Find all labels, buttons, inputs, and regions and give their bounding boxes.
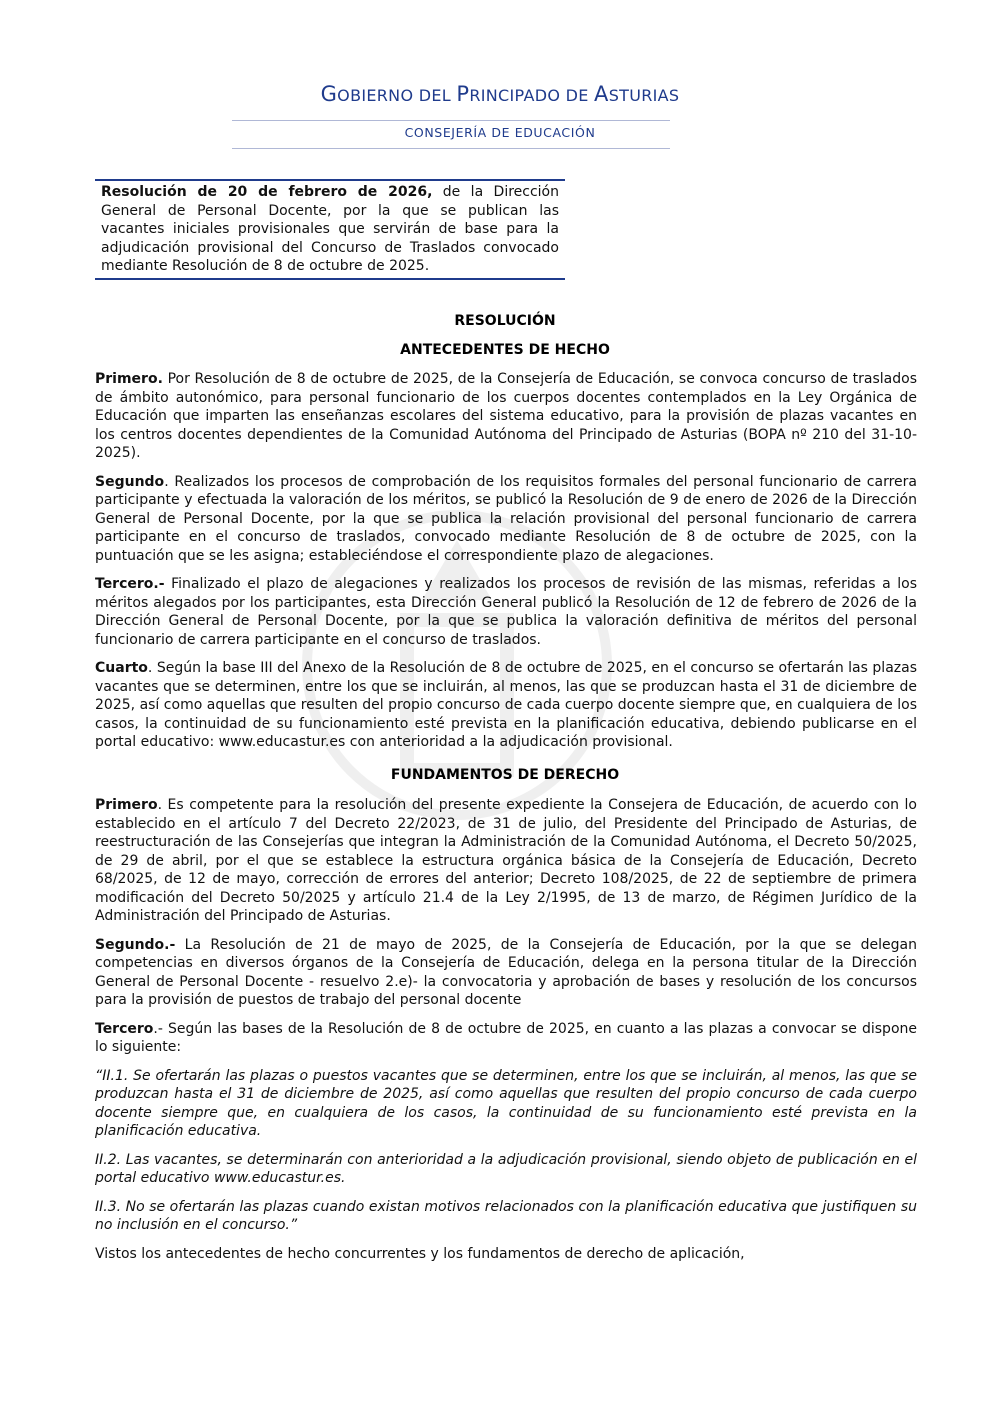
department-name: CONSEJERÍA DE EDUCACIÓN <box>404 125 596 140</box>
closing-paragraph: Vistos los antecedentes de hecho concurrentes y los fundamentos de derecho de aplicación, <box>95 1245 745 1262</box>
header-divider-bottom <box>232 148 670 149</box>
summary-title: Resolución de 20 de febrero de 2026, <box>101 184 433 200</box>
summary-text: de la Dirección General de Personal Docente, por la que se publican las vacantes iniciales provisionales que servirán de base para la adjudicación provisional del Concurso de Traslados convocado mediante Resolución de 8 de octubre de 2025. <box>101 184 559 274</box>
antecedentes-section <box>95 370 917 762</box>
fundamento-tercero: Tercero.- Según las bases de la Resolución de 8 de octubre de 2025, en cuanto a las plazas a convocar se dispone lo siguiente: <box>95 1020 917 1055</box>
quote-ii-2: II.2. Las vacantes, se determinarán con anterioridad a la adjudicación provisional, siendo objeto de publicación en el portal educativo www.educastur.es. <box>95 1151 917 1186</box>
fundamento-segundo: Segundo.- La Resolución de 21 de mayo de 2025, de la Consejería de Educación, por la que se delegan competencias en diversos órganos de la Consejería de Educación, delega en la persona titular de la Dirección General de Personal Docente - resuelvo 2.e)- la convocatoria y aprobación de bases y resolución de los concursos para la provisión de puestos de trabajo del personal docente <box>95 936 917 1008</box>
heading-antecedentes: ANTECEDENTES DE HECHO <box>400 342 610 358</box>
header-divider-top <box>232 120 670 121</box>
resolution-summary <box>95 179 565 280</box>
fundamento-primero: Primero. Es competente para la resolución del presente expediente la Consejera de Educación, de acuerdo con lo establecido en el artículo 7 del Decreto 22/2023, de 31 de julio, del Presidente del Principado de Asturias, de reestructuración de las Consejerías que integran la Administración de la Comunidad Autónoma, el Decreto 50/2025, de 29 de abril, por el que se establece la estructura orgánica básica de la Consejería de Educación, Decreto 68/2025, de 12 de mayo, corrección de errores del anterior; Decreto 108/2025, de 22 de septiembre de primera modificación del Decreto 50/2025 y artículo 21.4 de la Ley 2/1995, de 13 de marzo, de Régimen Jurídico de la Administración del Principado de Asturias. <box>95 797 917 924</box>
antecedente-primero: Primero. Por Resolución de 8 de octubre de 2025, de la Consejería de Educación, se convoca concurso de traslados de ámbito autonómico, para personal funcionario de los cuerpos docentes contemplados en la Ley Orgánica de Educación que imparten las enseñanzas escolares del sistema educativo, para la provisión de plazas vacantes en los centros docentes dependientes de la Comunidad Autónoma del Principado de Asturias (BOPA nº 210 del 31-10-2025). <box>95 371 917 461</box>
heading-resolucion: RESOLUCIÓN <box>454 313 556 329</box>
antecedente-cuarto: Cuarto. Según la base III del Anexo de la Resolución de 8 de octubre de 2025, en el concurso se ofertarán las plazas vacantes que se determinen, entre los que se incluirán, al menos, las que se produzcan hasta el 31 de diciembre de 2025, así como aquellas que resulten del propio concurso de cada cuerpo docente siempre que, en cualquiera de los casos, la continuidad de su funcionamiento esté prevista en la planificación educativa, debiendo publicarse en el portal educativo: www.educastur.es con anterioridad a la adjudicación provisional. <box>95 660 917 750</box>
antecedente-tercero: Tercero.- Finalizado el plazo de alegaciones y realizados los procesos de revisión de las mismas, referidas a los méritos alegados por los participantes, esta Dirección General publicó la Resolución de 12 de febrero de 2026 de la Dirección General de Personal Docente, por la que se publica la valoración definitiva de méritos del personal funcionario de carrera participante en el concurso de traslados. <box>95 576 917 648</box>
quote-ii-3: II.3. No se ofertarán las plazas cuando existan motivos relacionados con la planificación educativa que justifiquen su no inclusión en el concurso.” <box>95 1198 917 1233</box>
government-title: GOBIERNO DEL PRINCIPADO DE ASTURIAS <box>320 82 680 106</box>
quote-ii-1: “II.1. Se ofertarán las plazas o puestos vacantes que se determinen, entre los que se incluirán, al menos, las que se produzcan hasta el 31 de diciembre de 2025, así como aquellas que resulten del propio concurso de cada cuerpo docente siempre que, en cualquiera de los casos, la continuidad de su funcionamiento esté prevista en la planificación educativa. <box>95 1067 917 1139</box>
antecedente-segundo: Segundo. Realizados los procesos de comprobación de los requisitos formales del personal funcionario de carrera participante y efectuada la valoración de los méritos, se publicó la Resolución de 9 de enero de 2026 de la Dirección General de Personal Docente, por la que se publica la relación provisional del personal funcionario de carrera participante en el concurso de traslados, convocado mediante Resolución de 8 de octubre de 2025, con la puntuación que se les asigna; estableciéndose el correspondiente plazo de alegaciones. <box>95 473 917 564</box>
heading-fundamentos: FUNDAMENTOS DE DERECHO <box>390 767 620 783</box>
fundamentos-section <box>95 796 917 1273</box>
